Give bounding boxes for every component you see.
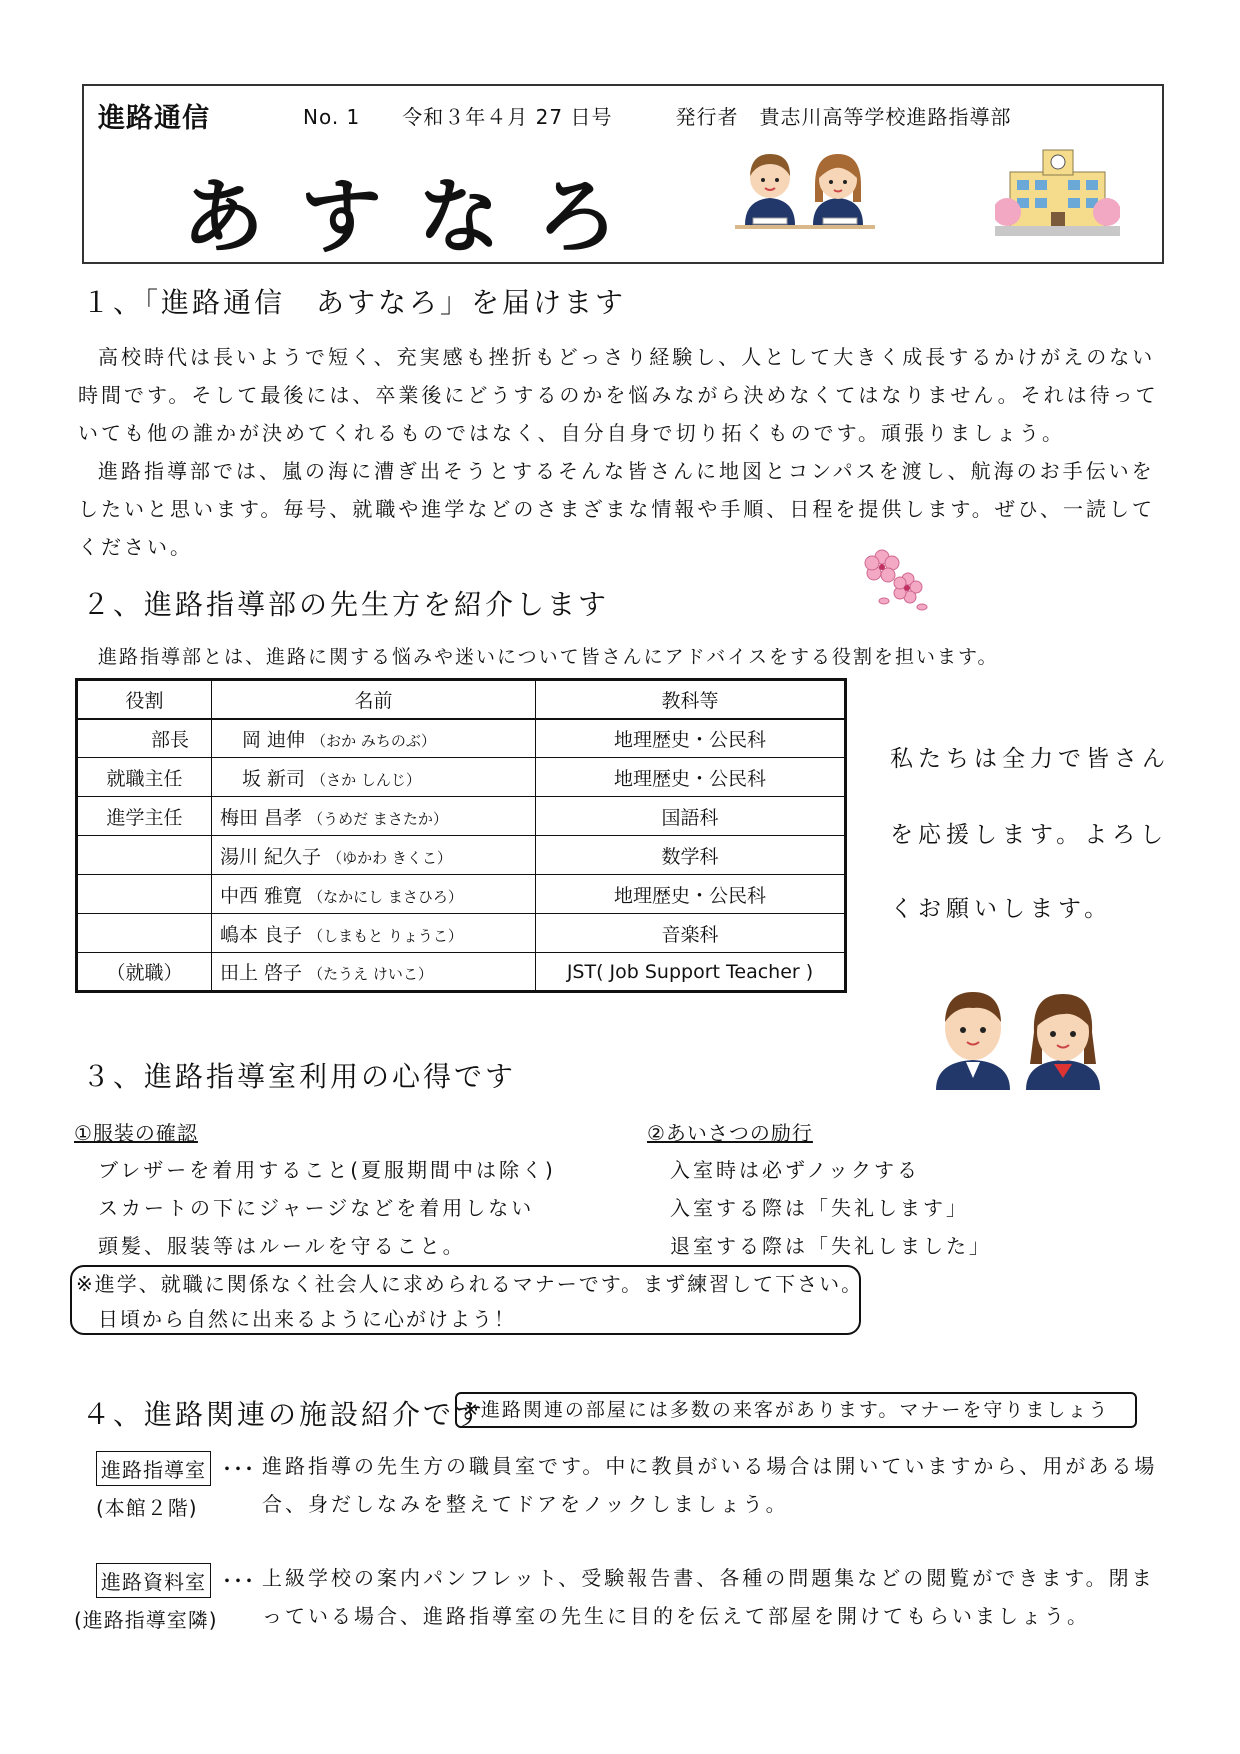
student-pair-illustration <box>928 982 1108 1090</box>
issue-meta: No. 1 令和３年４月 27 日号 発行者 貴志川高等学校進路指導部 <box>303 105 1012 129</box>
rule-title-greeting: ②あいさつの励行 <box>647 1121 813 1145</box>
room-location: (進路指導室隣) <box>74 1608 218 1632</box>
teacher-kana: （しまもと りょうこ） <box>308 926 463 945</box>
subject-cell: 数学科 <box>536 836 846 875</box>
role-cell: 部長 <box>77 719 212 758</box>
subject-cell: 音楽科 <box>536 914 846 953</box>
school-building-illustration <box>995 142 1120 242</box>
table-row <box>77 953 846 992</box>
table-row <box>77 758 846 797</box>
column-header: 名前 <box>212 680 536 719</box>
teacher-kana: （たうえ けいこ） <box>308 965 433 983</box>
room-description: 上級学校の案内パンフレット、受験報告書、各種の問題集などの閲覧ができます。閉まっている場合、進路指導室の先生に目的を伝えて部屋を開けてもらいましょう。 <box>262 1566 1155 1628</box>
role-cell: 進学主任 <box>77 797 212 836</box>
teacher-name: 岡 迪伸 <box>242 728 306 751</box>
section2-heading: ２、進路指導部の先生方を紹介します <box>82 588 610 621</box>
teacher-kana: （うめだ まさたか） <box>308 809 448 828</box>
name-cell <box>212 836 536 875</box>
side-message-line: くお願いします。 <box>890 896 1113 922</box>
manners-note-line: 日頃から自然に出来るように心がけよう！ <box>98 1307 516 1331</box>
section4-heading: ４、進路関連の施設紹介です <box>82 1398 486 1431</box>
role-cell <box>77 875 212 914</box>
students-studying-illustration <box>735 140 875 245</box>
rule-item: スカートの下にジャージなどを着用しない <box>98 1196 535 1220</box>
room-leader-dots: ･･･ <box>222 1569 255 1593</box>
table-row <box>77 719 846 758</box>
room-name-guidance-office: 進路指導室 <box>96 1451 211 1486</box>
column-header: 役割 <box>77 680 212 719</box>
section2-intro: 進路指導部とは、進路に関する悩みや迷いについて皆さんにアドバイスをする役割を担います。 <box>98 646 999 668</box>
newsletter-title: あすなろ <box>182 170 655 265</box>
section1-paragraph: 進路指導部では、嵐の海に漕ぎ出そうとするそんな皆さんに地図とコンパスを渡し、航海のお手伝いをしたいと思います。毎号、就職や進学などのさまざまな情報や手順、日程を提供します。ぜひ、一読してください。 <box>78 459 1155 559</box>
room-leader-dots: ･･･ <box>222 1457 255 1481</box>
teacher-name: 嶋本 良子 <box>220 923 303 946</box>
newsletter-name: 進路通信 <box>98 103 210 134</box>
rule-item: 頭髪、服装等はルールを守ること。 <box>98 1234 466 1258</box>
teacher-kana: （さか しんじ） <box>311 770 421 789</box>
subject-cell: 地理歴史・公民科 <box>536 758 846 797</box>
name-cell <box>212 797 536 836</box>
section4-note: ※進路関連の部屋には多数の来客があります。マナーを守りましょう <box>455 1392 1137 1428</box>
subject-cell: 国語科 <box>536 797 846 836</box>
rule-title-attire: ①服装の確認 <box>74 1121 198 1145</box>
role-cell: （就職） <box>77 953 212 992</box>
teacher-name: 梅田 昌孝 <box>220 806 303 829</box>
teacher-kana: （おか みちのぶ） <box>311 731 436 750</box>
teacher-kana: （なかにし まさひろ） <box>308 887 463 906</box>
section1-paragraph: 高校時代は長いようで短く、充実感も挫折もどっさり経験し、人として大きく成長するかけがえのない時間です。そして最後には、卒業後にどうするのかを悩みながら決めなくてはなりません。それは待っていても他の誰かが決めてくれるものではなく、自分自身で切り拓くものです。頑張りましょう。 <box>78 345 1159 445</box>
name-cell <box>212 758 536 797</box>
rule-item: 入室時は必ずノックする <box>670 1158 920 1182</box>
table-row <box>77 875 846 914</box>
subject-cell: 地理歴史・公民科 <box>536 875 846 914</box>
subject-cell: JST( Job Support Teacher ) <box>536 953 846 992</box>
role-cell <box>77 836 212 875</box>
column-header: 教科等 <box>536 680 846 719</box>
name-cell <box>212 914 536 953</box>
teacher-name: 湯川 紀久子 <box>220 845 322 868</box>
subject-cell: 地理歴史・公民科 <box>536 719 846 758</box>
side-message-line: 私たちは全力で皆さん <box>890 746 1170 772</box>
section1-body <box>78 338 1168 566</box>
room-name-resource-room: 進路資料室 <box>96 1563 211 1598</box>
teacher-name: 中西 雅寛 <box>220 884 303 907</box>
teacher-kana: （ゆかわ きくこ） <box>327 848 452 867</box>
room-location: (本館２階) <box>96 1496 198 1520</box>
rule-item: ブレザーを着用すること(夏服期間中は除く) <box>98 1158 556 1182</box>
section3-heading: ３、進路指導室利用の心得です <box>82 1060 517 1093</box>
manners-note-line: ※進学、就職に関係なく社会人に求められるマナーです。まず練習して下さい。 <box>76 1272 864 1296</box>
name-cell <box>212 953 536 992</box>
staff-table <box>75 678 847 993</box>
section1-heading: １、「進路通信 あすなろ」を届けます <box>82 286 627 319</box>
rule-item: 入室する際は「失礼します」 <box>670 1196 969 1220</box>
table-row <box>77 914 846 953</box>
table-header-row <box>77 680 846 719</box>
table-row <box>77 797 846 836</box>
side-message-line: を応援します。よろし <box>890 822 1169 848</box>
table-row <box>77 836 846 875</box>
teacher-name: 田上 啓子 <box>220 962 303 984</box>
role-cell <box>77 914 212 953</box>
role-cell: 就職主任 <box>77 758 212 797</box>
cherry-blossom-illustration <box>860 543 930 615</box>
name-cell <box>212 875 536 914</box>
name-cell <box>212 719 536 758</box>
teacher-name: 坂 新司 <box>242 767 306 790</box>
room-description: 進路指導の先生方の職員室です。中に教員がいる場合は開いていますから、用がある場合、身だしなみを整えてドアをノックしましょう。 <box>262 1454 1158 1516</box>
rule-item: 退室する際は「失礼しました」 <box>670 1234 992 1258</box>
